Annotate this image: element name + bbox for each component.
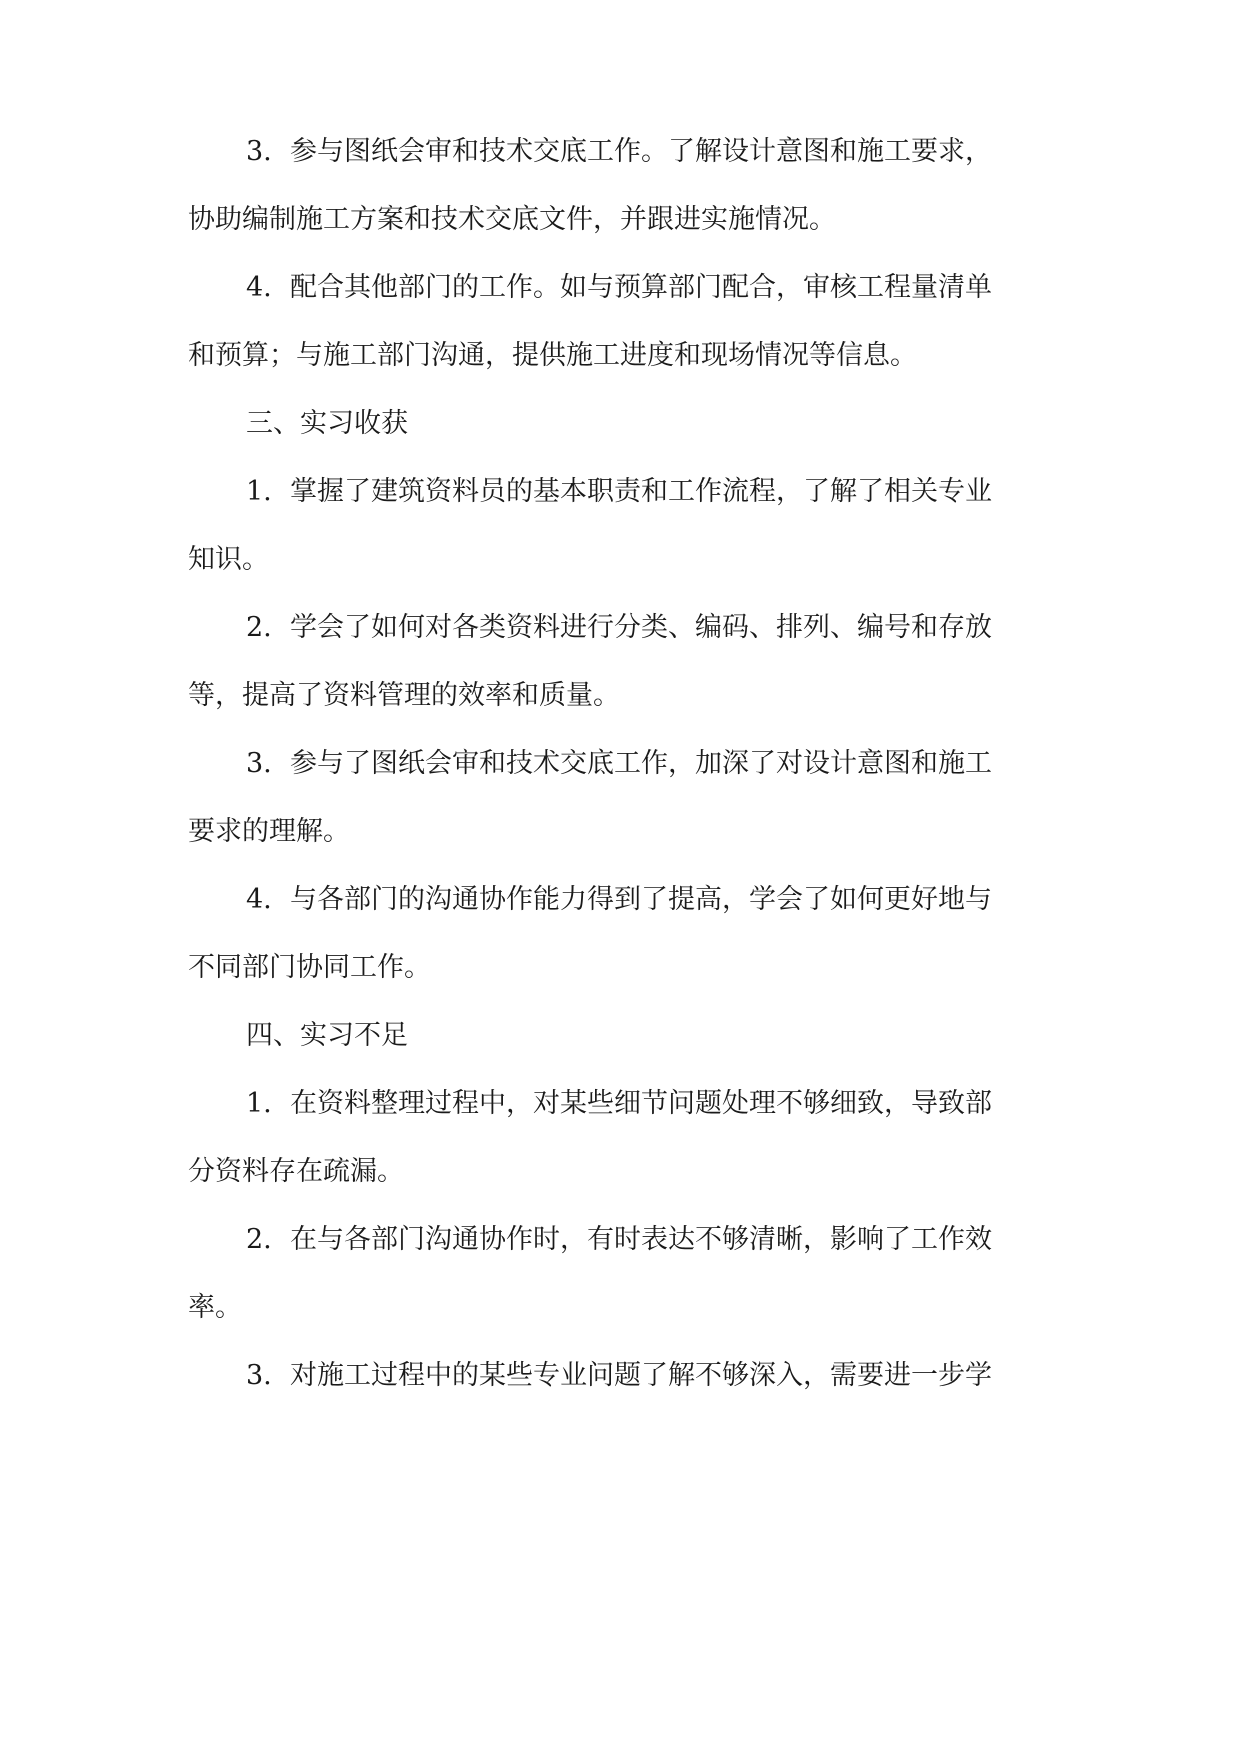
list-item-line: [246, 468, 1068, 516]
list-number: 3.: [246, 1360, 272, 1391]
list-item-line: [246, 128, 1068, 176]
section-heading: 四、实习不足: [246, 1020, 408, 1051]
list-number: 4.: [246, 272, 272, 303]
paragraph-continuation: 不同部门协同工作。: [188, 952, 431, 983]
paragraph-continuation: 要求的理解。: [188, 816, 350, 847]
paragraph-text: 参与图纸会审和技术交底工作。了解设计意图和施工要求，: [290, 136, 992, 167]
paragraph-continuation: 率。: [188, 1292, 242, 1323]
list-item-line: [246, 740, 1068, 788]
list-number: 1.: [246, 476, 272, 507]
paragraph-continuation: 等，提高了资料管理的效率和质量。: [188, 680, 620, 711]
list-number: 1.: [246, 1088, 272, 1119]
paragraph-continuation: 知识。: [188, 544, 269, 575]
list-item-line: [246, 604, 1068, 652]
list-item-line: [246, 1080, 1068, 1128]
list-number: 3.: [246, 136, 272, 167]
paragraph-continuation: 协助编制施工方案和技术交底文件，并跟进实施情况。: [188, 204, 836, 235]
list-item-line: [246, 876, 1068, 924]
paragraph-text: 掌握了建筑资料员的基本职责和工作流程，了解了相关专业: [290, 476, 992, 507]
paragraph-continuation: 分资料存在疏漏。: [188, 1156, 404, 1187]
list-item-line: [246, 1216, 1068, 1264]
paragraph-text: 在与各部门沟通协作时，有时表达不够清晰，影响了工作效: [290, 1224, 992, 1255]
list-item-line: [246, 264, 1068, 312]
paragraph-text: 与各部门的沟通协作能力得到了提高，学会了如何更好地与: [290, 884, 992, 915]
list-item-line: [246, 1352, 1068, 1400]
section-heading: 三、实习收获: [246, 408, 408, 439]
paragraph-text: 在资料整理过程中，对某些细节问题处理不够细致，导致部: [290, 1088, 992, 1119]
paragraph-text: 参与了图纸会审和技术交底工作，加深了对设计意图和施工: [290, 748, 992, 779]
list-number: 3.: [246, 748, 272, 779]
paragraph-continuation: 和预算；与施工部门沟通，提供施工进度和现场情况等信息。: [188, 340, 917, 371]
list-number: 2.: [246, 1224, 272, 1255]
list-number: 4.: [246, 884, 272, 915]
paragraph-text: 配合其他部门的工作。如与预算部门配合，审核工程量清单: [290, 272, 992, 303]
paragraph-text: 学会了如何对各类资料进行分类、编码、排列、编号和存放: [290, 612, 992, 643]
paragraph-text: 对施工过程中的某些专业问题了解不够深入，需要进一步学: [290, 1360, 992, 1391]
list-number: 2.: [246, 612, 272, 643]
